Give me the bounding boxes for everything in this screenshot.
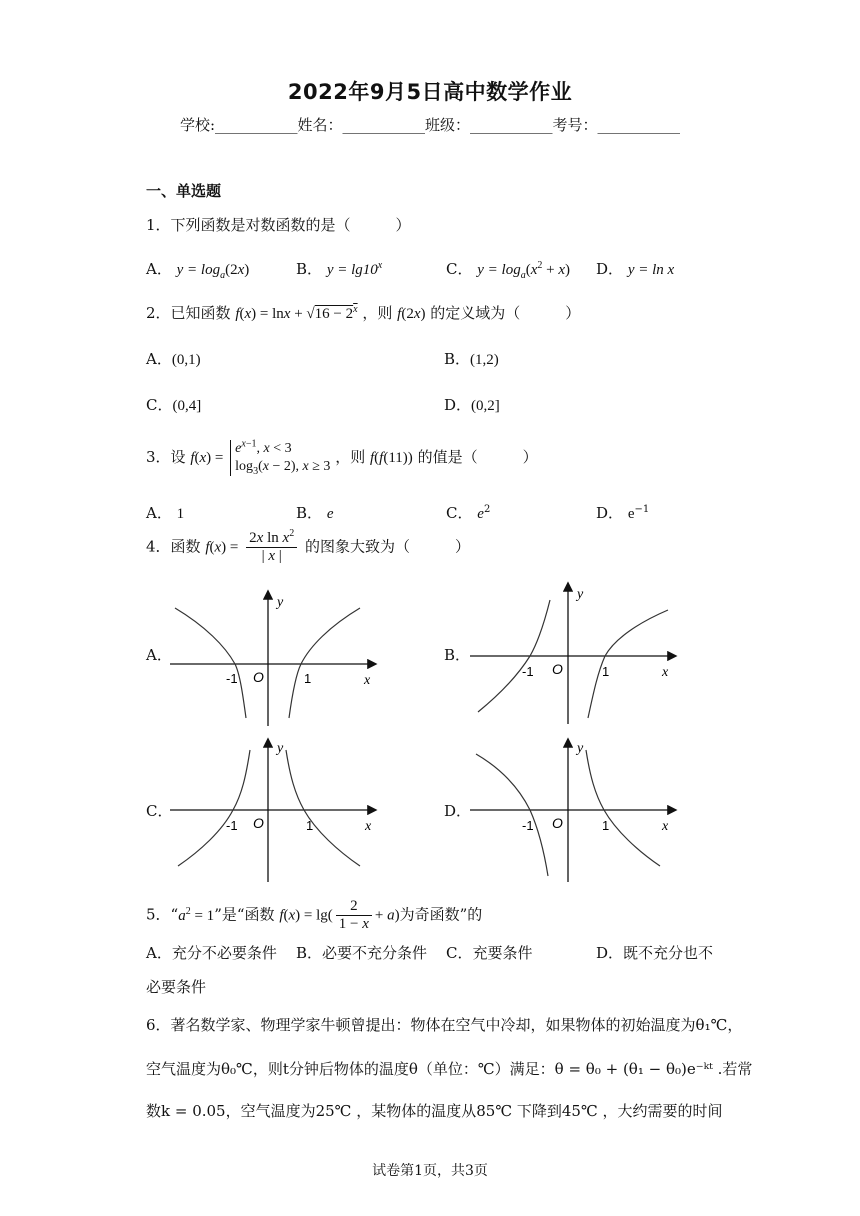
- question-1-option-a: A． $y = \log_a(2x)$: [146, 260, 250, 281]
- graph-a: [160, 586, 390, 736]
- question-6-line-3: 数k = 0.05，空气温度为25℃ ，某物体的温度从85℃ 下降到45℃ ，大约需要的时间: [146, 1102, 723, 1120]
- stem-part: 3．设: [146, 448, 186, 467]
- graph-d: [460, 736, 690, 886]
- option-text: e: [627, 506, 635, 522]
- origin-label: O: [552, 661, 563, 677]
- piecewise-definition: $e^{x-1}$, x < 3 $\log_3(x - 2)$, x ≥ 3: [230, 440, 330, 476]
- option-label: D．: [596, 504, 624, 522]
- question-5-option-b: B．必要不充分条件: [296, 944, 428, 962]
- y-label: y: [277, 741, 284, 756]
- section-heading: 一、单选题: [146, 182, 222, 200]
- option-label: D．: [596, 260, 624, 278]
- y-label: y: [577, 741, 584, 756]
- option-text: (1,2): [470, 352, 499, 368]
- curve-left: [175, 608, 246, 718]
- question-5-option-c: C．充要条件: [446, 944, 533, 962]
- question-2-option-d: [444, 394, 500, 415]
- curve-right: [586, 750, 660, 866]
- student-info-line: 学校:___________姓名：___________班级：___________考号：___________: [179, 116, 681, 134]
- stem-part: 的定义域为（ ）: [430, 304, 581, 322]
- tick-pos: 1: [602, 818, 610, 833]
- question-3-option-a: [146, 502, 184, 523]
- stem-part: 为奇函数”的: [399, 905, 483, 924]
- stem-part: ”是“函数: [214, 905, 275, 924]
- tick-pos: 1: [602, 664, 610, 679]
- origin-label: O: [552, 815, 563, 831]
- question-6-line-2: 空气温度为θ₀℃，则t分钟后物体的温度θ（单位：℃）满足：θ = θ₀ + (θ₁ − θ₀)e⁻ᵏᵗ .若常: [146, 1060, 753, 1078]
- option-label: B．: [296, 504, 323, 522]
- question-3-option-b: [296, 502, 333, 523]
- origin-label: O: [253, 669, 264, 685]
- question-1-option-b: B． $y = \lg 10^x$: [296, 260, 383, 278]
- option-text: y = lg10: [326, 262, 378, 278]
- option-label: C．: [446, 260, 473, 278]
- stem-part: ，则: [335, 448, 366, 467]
- fraction: $\frac{2}{1 - x}$: [336, 898, 372, 933]
- question-3-option-c: C． $e^2$: [446, 504, 491, 522]
- graph-option-a-label: A．: [146, 646, 172, 664]
- option-text: y = ln x: [627, 262, 675, 278]
- fraction: $\frac{2x \ln x^2}{| x |}$: [246, 530, 297, 565]
- curve-left: [476, 754, 548, 876]
- option-text: (0,1): [171, 352, 201, 368]
- curve-right: [588, 610, 668, 718]
- question-2-stem: 2．已知函数 $f(x) = \ln x + √16 - 2^x$ ，则 f(2x) 的定义域为（ ）: [146, 304, 581, 322]
- x-label: x: [662, 665, 669, 680]
- page-footer: 试卷第1页，共3页: [372, 1163, 488, 1179]
- option-label: D．: [444, 396, 472, 414]
- graph-option-b-label: B．: [444, 646, 471, 664]
- tick-neg: -1: [522, 664, 534, 679]
- option-label: C．: [146, 396, 173, 414]
- graph-option-d-label: D．: [444, 802, 472, 820]
- graph-option-c-label: C．: [146, 802, 173, 820]
- question-1-option-c: C． $y = \log_a(x^2 + x)$: [446, 260, 571, 281]
- tick-neg: -1: [226, 671, 238, 686]
- option-text: e: [477, 506, 484, 522]
- stem-part: 的值是（ ）: [417, 448, 538, 467]
- tick-pos: 1: [306, 818, 314, 833]
- option-text: y = log: [176, 262, 221, 278]
- x-label: x: [364, 673, 371, 688]
- option-label: A．: [146, 260, 172, 278]
- tick-neg: -1: [522, 818, 534, 833]
- option-label: A．: [146, 350, 172, 368]
- question-1-stem: 1．下列函数是对数函数的是（ ）: [146, 216, 411, 234]
- stem-part: 5．“: [146, 905, 179, 924]
- question-5-option-a: A．充分不必要条件: [146, 944, 277, 962]
- question-5-option-d: D．既不充分也不: [596, 944, 714, 962]
- question-3-stem: 3．设 $f(x) = e^{x-1}$, x < 3 $\log_3(x - 2)$, x ≥ 3 ，则 f(f(11)) 的值是（ ）: [146, 438, 538, 477]
- option-label: C．: [446, 504, 473, 522]
- stem-part: 的图象大致为（ ）: [304, 537, 470, 556]
- option-label: A．: [146, 504, 172, 522]
- question-2-option-c: [146, 394, 201, 415]
- graph-b: [460, 580, 690, 730]
- x-label: x: [662, 819, 669, 834]
- option-text: 1: [176, 506, 185, 522]
- tick-pos: 1: [304, 671, 312, 686]
- curve-left: [178, 750, 250, 866]
- curve-right: [286, 750, 360, 866]
- option-label: B．: [444, 350, 471, 368]
- question-3-option-d: D． $e^{-1}$: [596, 504, 650, 522]
- option-label: B．: [296, 260, 323, 278]
- question-2-option-b: [444, 348, 499, 369]
- question-6-line-1: 6．著名数学家、物理学家牛顿曾提出：物体在空气中冷却，如果物体的初始温度为θ₁℃，: [146, 1016, 743, 1034]
- stem-part: 2．已知函数: [146, 304, 231, 322]
- page-title: 2022年9月5日高中数学作业: [287, 80, 573, 104]
- y-label: y: [577, 587, 584, 602]
- option-text: (0,2]: [471, 398, 500, 414]
- option-text: (0,4]: [172, 398, 202, 414]
- question-5-stem: 5．“$a^2 = 1$”是“函数 f(x) = lg( $\frac{2}{1 - x}$ + a)为奇函数”的: [146, 898, 483, 932]
- question-5-option-d-continued: 必要条件: [146, 978, 207, 996]
- x-label: x: [365, 819, 372, 834]
- origin-label: O: [253, 815, 264, 831]
- stem-part: ，则: [362, 304, 393, 322]
- stem-part: 4．函数: [146, 537, 201, 556]
- question-1-option-d: [596, 258, 674, 279]
- question-2-option-a: [146, 348, 201, 369]
- option-text: e: [326, 506, 334, 522]
- tick-neg: -1: [226, 818, 238, 833]
- curve-right: [289, 608, 360, 718]
- y-label: y: [277, 595, 284, 610]
- graph-c: [160, 736, 390, 886]
- question-4-stem: 4．函数 f(x) = $\frac{2x \ln x^2}{| x |}$ 的图象大致为（ ）: [146, 528, 470, 564]
- option-text: y = log: [477, 262, 521, 278]
